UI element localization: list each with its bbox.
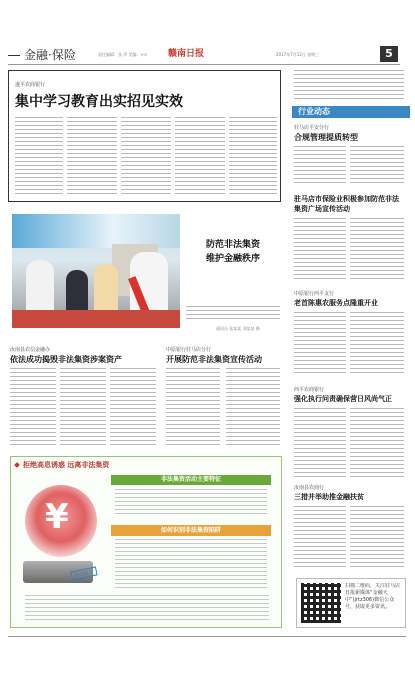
right-news-body-2: [350, 218, 404, 282]
top-article-body: [121, 117, 171, 197]
right-news-title-1: 合规管理提质转型: [294, 132, 358, 142]
photo-table: [12, 310, 180, 328]
header-meta-right: 2017年7月12日 星期三: [276, 52, 320, 57]
top-article: [8, 70, 281, 202]
ad-stamp-text: 非法集资: [73, 568, 95, 580]
right-news-body-3: [350, 312, 404, 376]
right-news-kicker-3: 中原银行西平支行: [294, 291, 335, 297]
photo-headline-line2: 维护金融秩序: [206, 254, 261, 264]
page-header: [8, 46, 408, 66]
bottom-left-kicker: 汝南县农信金融办: [10, 347, 51, 353]
right-news-body-3: [294, 312, 346, 376]
bottom-left-body: [60, 368, 106, 446]
ad-box1-body: [115, 489, 267, 517]
right-news-body-5: [294, 506, 346, 570]
ad-footer-body: [25, 595, 269, 621]
masthead-logo: 赣南日报: [168, 49, 205, 59]
ad-banner: 拒绝高息诱惑 远离非法集资: [23, 461, 110, 469]
right-news-body-5: [350, 506, 404, 570]
right-news-body-4: [294, 408, 346, 478]
ad-red-dot: [14, 462, 20, 468]
section-bar-label: 行业动态: [298, 107, 330, 116]
top-article-kicker: 遂平农商银行: [15, 82, 46, 88]
photo-headline: [206, 238, 260, 266]
page-number: 5: [385, 47, 393, 60]
header-rule-left: [8, 55, 20, 56]
bottom-mid-body: [226, 368, 280, 446]
news-photo: [12, 214, 180, 328]
top-article-title: 集中学习教育出实招见实效: [15, 94, 183, 110]
right-news-body-2: [294, 218, 346, 282]
top-article-body: [15, 117, 63, 197]
bottom-left-body: [110, 368, 156, 446]
right-news-title-2: 驻马店市保险业积极参加防范非法集资广场宣传活动: [294, 194, 399, 213]
ad-box1-title: 非法集资活动主要特征: [111, 475, 271, 485]
top-article-body: [229, 117, 277, 197]
photo-caption: [186, 306, 280, 322]
right-news-kicker-4: 西平农商银行: [294, 387, 325, 393]
bottom-left-title: 依法成功捣毁非法集资涉案资产: [10, 354, 122, 364]
qr-promo: [296, 578, 406, 628]
photo-headline-line1: 防范非法集资: [206, 240, 261, 250]
right-news-title-4: 强化执行问责确保营日风尚气正: [294, 394, 392, 403]
right-news-body-1: [350, 146, 404, 186]
photo-caption-credit: 通讯员 张某某 刘某某 摄: [216, 326, 260, 331]
header-meta-left: 责任编辑：张 萍 美编：××: [98, 52, 148, 57]
ad-block: [10, 456, 282, 628]
header-rule: [8, 64, 400, 65]
right-news-body-4: [350, 408, 404, 478]
right-news-body-1: [294, 146, 346, 186]
section-bar-industry: [292, 106, 410, 118]
bottom-mid-title: 开展防范非法集资宣传活动: [166, 354, 262, 364]
bottom-mid-body: [166, 368, 220, 446]
bottom-mid-kicker: 中原银行驻马店分行: [166, 347, 212, 353]
ad-box2-title: 如何识别非法集资陷阱: [111, 525, 271, 536]
ad-yuan-icon: ¥: [45, 497, 69, 537]
ad-box2-body: [115, 539, 267, 589]
top-article-body: [175, 117, 225, 197]
right-news-kicker-1: 驻马店平安分行: [294, 125, 330, 131]
qr-code-icon[interactable]: [301, 583, 341, 623]
top-article-body: [67, 117, 117, 197]
page-number-badge: [380, 46, 398, 62]
bottom-left-body: [10, 368, 56, 446]
section-title: 金融·保险: [24, 48, 76, 62]
footer-rule: [8, 636, 406, 637]
right-news-kicker-5: 汝南县农商行: [294, 485, 325, 491]
right-news-title-5: 三措并举助推金融扶贫: [294, 492, 364, 501]
photo-banner: [12, 214, 180, 248]
qr-promo-text: 扫描二维码，关注驻马店日报新媒体“金融天中”(jrtz306)微信公众号，获取更多资讯。: [345, 583, 401, 610]
right-col-intro: [294, 70, 404, 100]
right-news-title-3: 老首陈惠农服务点隆重开业: [294, 298, 378, 307]
